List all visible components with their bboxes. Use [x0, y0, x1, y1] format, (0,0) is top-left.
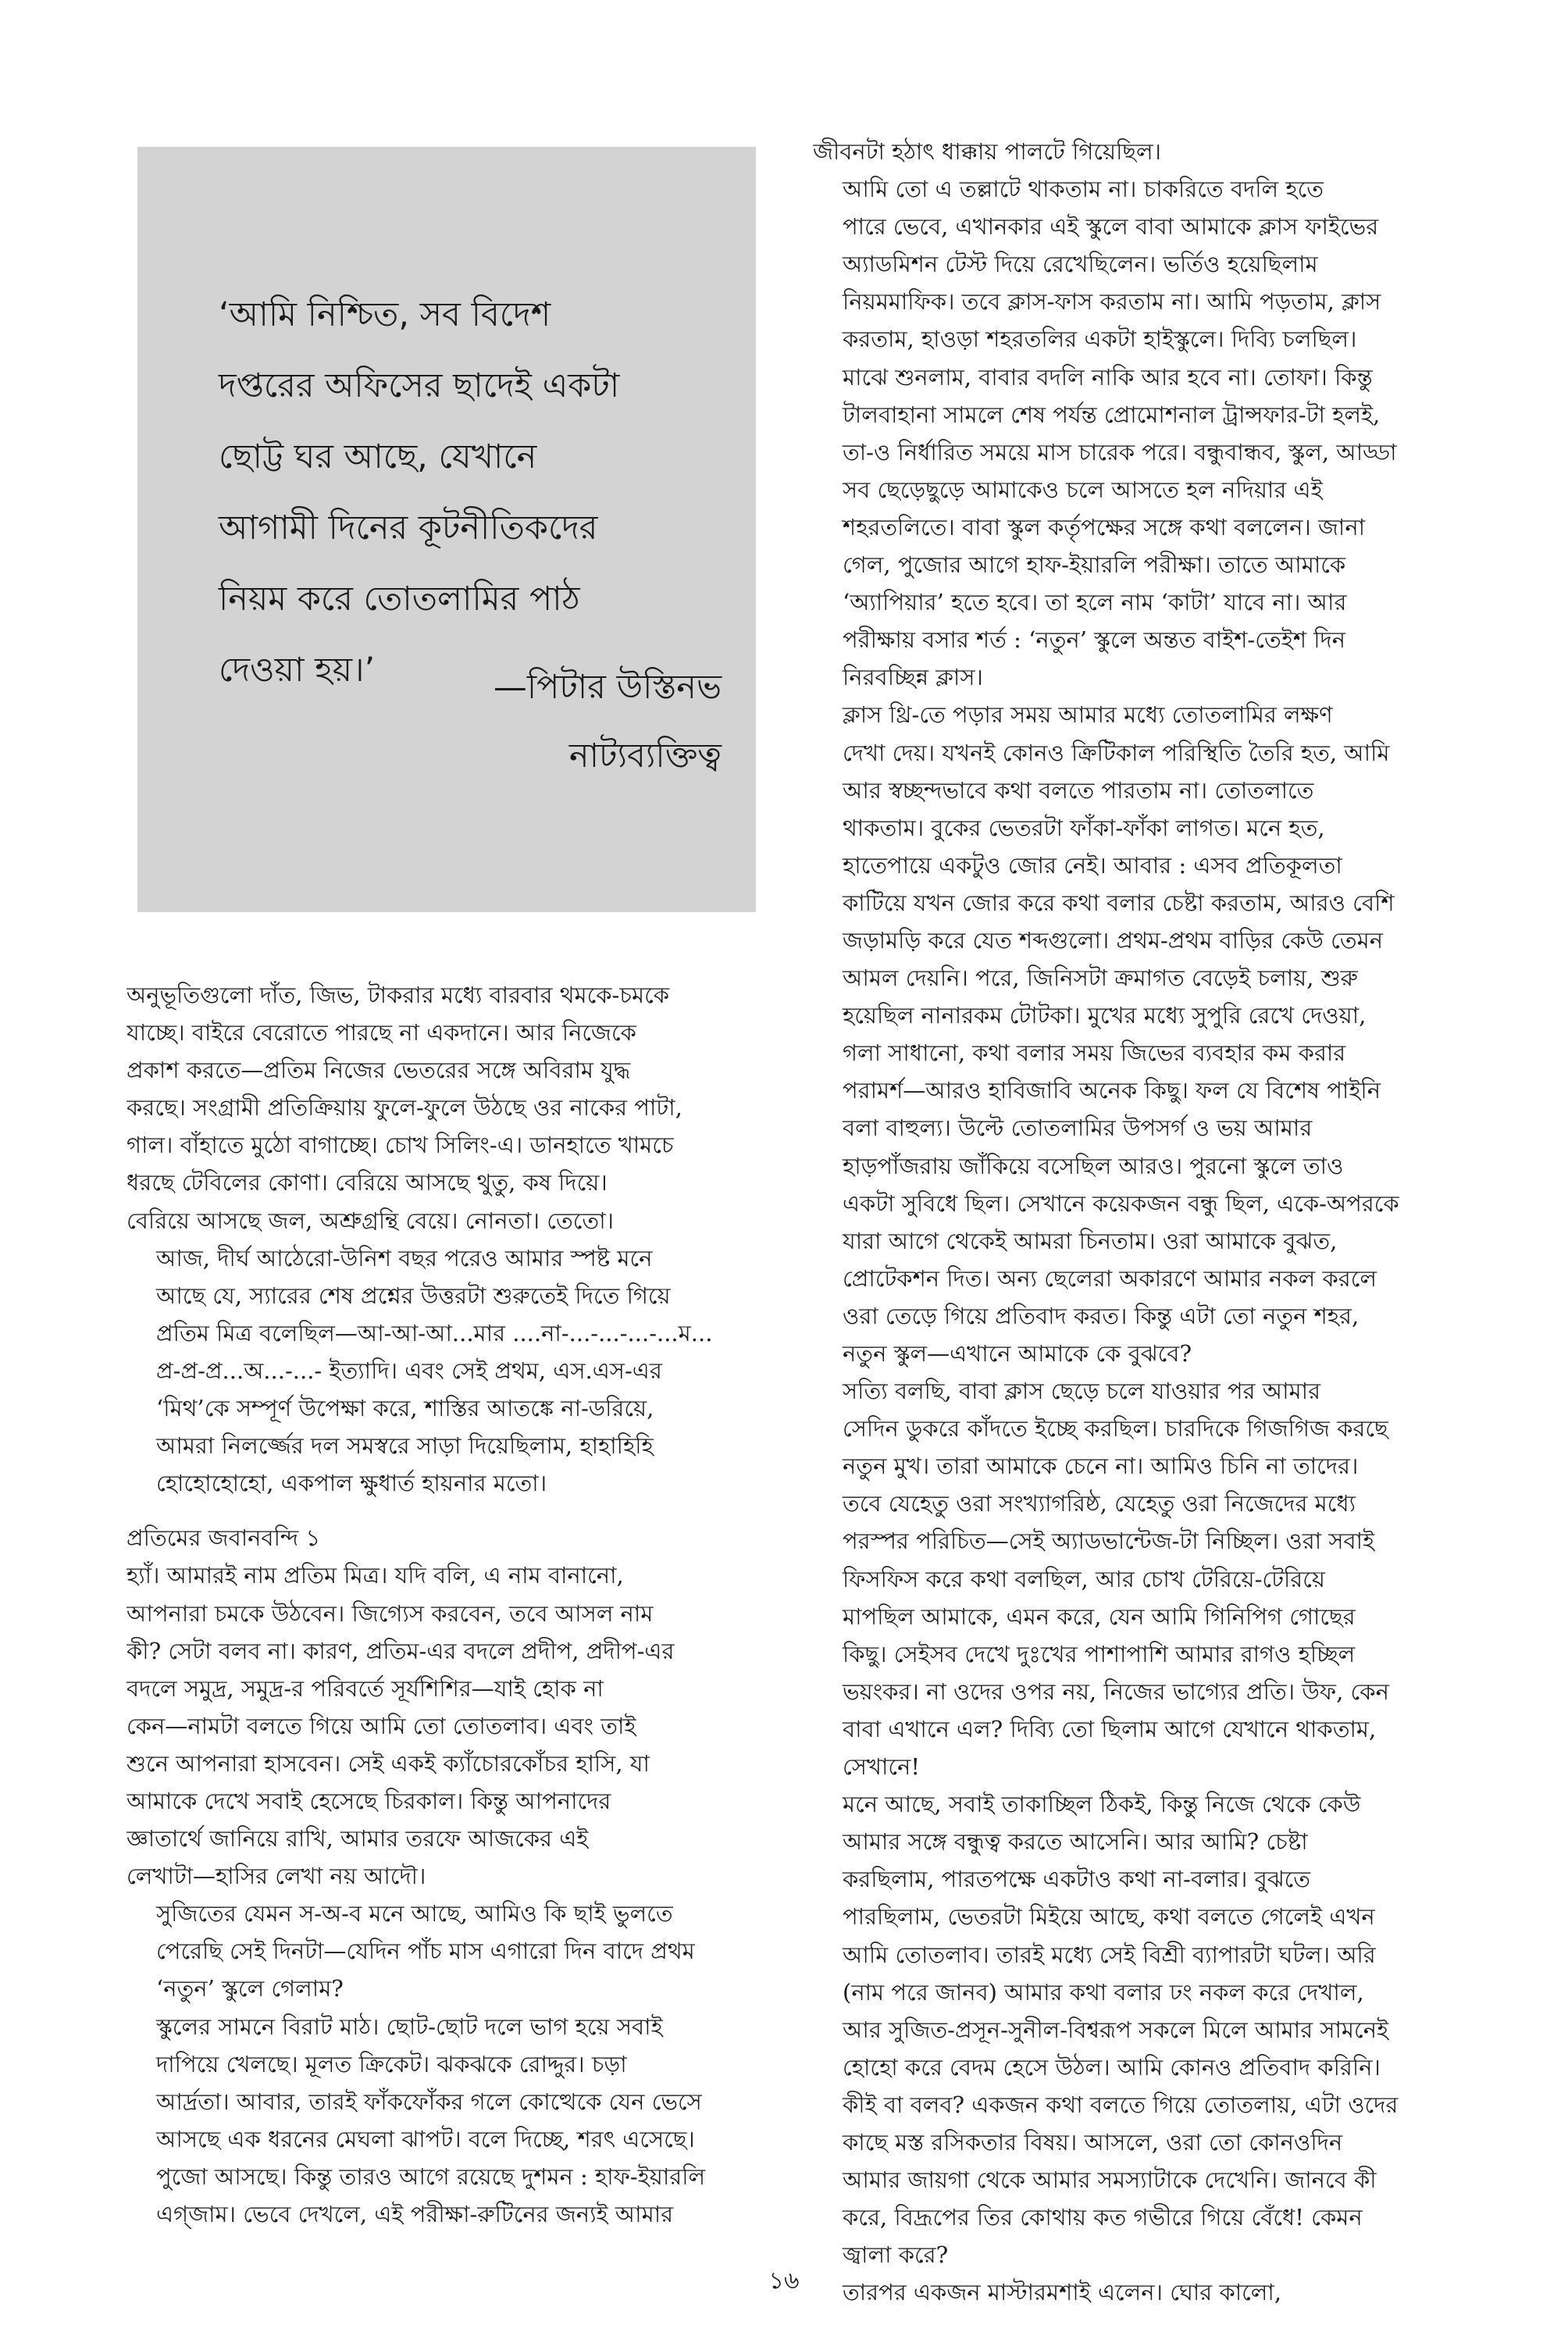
text-line: মনে আছে, সবাই তাকাচ্ছিল ঠিকই, কিন্তু নিজে থেকে কেউ — [843, 1791, 1361, 1818]
text-line: হোহোহোহো, একপাল ক্ষুধার্ত হায়নার মতো। — [156, 1470, 547, 1497]
text-line: পারছিলাম, ভেতরটা মিইয়ে আছে, কথা বলতে গেলেই এখন — [843, 1903, 1375, 1931]
text-line: কাটিয়ে যখন জোর করে কথা বলার চেষ্টা করতাম, আরও বেশি — [843, 889, 1395, 916]
text-line: মাঝে শুনলাম, বাবার বদলি নাকি আর হবে না। তোফা। কিন্তু — [843, 363, 1373, 390]
text-line: আমার সঙ্গে বন্ধুত্ব করতে আসেনি। আর আমি? চেষ্টা — [843, 1828, 1308, 1856]
paragraph — [813, 133, 1449, 170]
text-line: জ্বালা করে? — [843, 2241, 949, 2269]
text-line: শহরতলিতে। বাবা স্কুল কর্তৃপক্ষের সঙ্গে কথা বললেন। জানা — [843, 513, 1366, 540]
text-line: সেদিন ডুকরে কাঁদতে ইচ্ছে করছিল। চারদিকে গিজগিজ করছে — [843, 1415, 1388, 1442]
text-line: সব ছেড়েছুড়ে আমাকেও চলে আসতে হল নদিয়ার এই — [843, 476, 1323, 503]
text-line: পরামর্শ—আরও হাবিজাবি অনেক কিছু। ফল যে বিশেষ পাইনি — [843, 1077, 1381, 1104]
text-line: সুজিতের যেমন স-অ-ব মনে আছে, আমিও কি ছাই ভুলতে — [156, 1900, 673, 1927]
right-column — [813, 133, 1449, 2311]
text-line: ‘মিথ’কে সম্পূর্ণ উপেক্ষা করে, শাস্তির আতঙ্কে না-ডরিয়ে, — [156, 1395, 654, 1422]
text-line: করছে। সংগ্রামী প্রতিক্রিয়ায় ফুলে-ফুলে উঠছে ওর নাকের পাটা, — [127, 1094, 682, 1122]
text-line: বেরিয়ে আসছে জল, অশ্রুগ্রন্থি বেয়ে। নোনতা। তেতো। — [127, 1207, 614, 1234]
text-line: আর সুজিত-প্রসূন-সুনীল-বিশ্বরূপ সকলে মিলে আমার সামনেই — [843, 2016, 1389, 2043]
paragraph — [813, 1372, 1449, 1785]
text-line: তা-ও নির্ধারিত সময়ে মাস চারেক পরে। বন্ধুবান্ধব, স্কুল, আড্ডা — [843, 438, 1397, 465]
paragraph — [813, 170, 1449, 696]
text-line: আর্দ্রতা। আবার, তারই ফাঁকফোঁকর গলে কোত্থেকে যেন ভেসে — [156, 2088, 702, 2115]
quote-author-role: নাট্যব্যক্তিত্ব — [568, 736, 722, 776]
text-line: স্কুলের সামনে বিরাট মাঠ। ছোট-ছোট দলে ভাগ হয়ে সবাই — [156, 2013, 663, 2040]
paragraph — [127, 1557, 765, 1895]
text-line: কেন—নামটা বলতে গিয়ে আমি তো তোতলাব। এবং তাই — [127, 1712, 636, 1739]
text-line: এগ্‌জাম। ভেবে দেখলে, এই পরীক্ষা-রুটিনের জন্যই আমার — [156, 2201, 674, 2227]
text-line: (নাম পরে জানব) আমার কথা বলার ঢং নকল করে দেখাল, — [843, 1978, 1364, 2006]
text-line: আপনারা চমকে উঠবেন। জিগ্যেস করবেন, তবে আসল নাম — [127, 1599, 654, 1627]
pull-quote-line: ‘আমি নিশ্চিত, সব বিদেশ — [219, 295, 551, 334]
text-line: হোহো করে বেদম হেসে উঠল। আমি কোনও প্রতিবাদ করিনি। — [843, 2053, 1381, 2081]
text-line: আমরা নিলর্জ্জের দল সমস্বরে সাড়া দিয়েছিলাম, হাহাহিহি — [156, 1432, 654, 1460]
text-line: বাবা এখানে এল? দিব্যি তো ছিলাম আগে যেখানে থাকতাম, — [843, 1715, 1377, 1742]
paragraph — [127, 1895, 765, 2007]
text-line: কীই বা বলব? একজন কথা বলতে গিয়ে তোতলায়, এটা ওদের — [843, 2091, 1399, 2118]
text-line: ‘নতুন’ স্কুলে গেলাম? — [156, 1975, 344, 2002]
text-line: বদলে সমুদ্র, সমুদ্র-র পরিবর্তে সূর্যশিশির—যাই হোক না — [127, 1674, 604, 1702]
paragraph — [813, 696, 1449, 1372]
text-line: আমি তোতলাব। তারই মধ্যে সেই বিশ্রী ব্যাপারটা ঘটল। অরি — [843, 1941, 1376, 1968]
text-line: পুজো আসছে। কিন্তু তারও আগে রয়েছে দুশমন : হাফ-ইয়ারলি — [156, 2163, 706, 2190]
text-line: ধরছে টেবিলের কোণা। বেরিয়ে আসছে থুতু, কষ দিয়ে। — [127, 1169, 608, 1196]
text-line: কিছু। সেইসব দেখে দুঃখের পাশাপাশি আমার রাগও হচ্ছিল — [843, 1640, 1356, 1667]
text-line: প্রতিম মিত্র বলেছিল—আ-আ-আ...মার ....না-...-...-...-...ম... — [156, 1319, 713, 1346]
text-line: আমার জায়গা থেকে আমার সমস্যাটাকে দেখেনি। জানবে কী — [843, 2166, 1377, 2194]
text-line: নিয়মমাফিক। তবে ক্লাস-ফাস করতাম না। আমি পড়তাম, ক্লাস — [843, 288, 1381, 316]
text-line: গাল। বাঁহাতে মুঠো বাগাচ্ছে। চোখ সিলিং-এ। ডানহাতে খামচে — [127, 1132, 674, 1159]
text-line: হাতেপায়ে একটুও জোর নেই। আবার : এসব প্রতিকূলতা — [843, 851, 1342, 879]
text-line: মাপছিল আমাকে, এমন করে, যেন আমি গিনিপিগ গোছের — [843, 1603, 1356, 1630]
text-line: আমল দেয়নি। পরে, জিনিসটা ক্রমাগত বেড়েই চলায়, শুরু — [843, 965, 1358, 992]
pull-quote-box — [137, 147, 756, 912]
text-line: নতুন মুখ। তারা আমাকে চেনে না। আমিও চিনি না তাদের। — [843, 1453, 1359, 1480]
pull-quote-line: দপ্তরের অফিসের ছাদেই একটা — [219, 366, 620, 405]
text-line: আমি তো এ তল্লাটে থাকতাম না। চাকরিতে বদলি হতে — [843, 176, 1324, 203]
paragraph — [127, 2008, 765, 2234]
pull-quote-line: আগামী দিনের কূটনীতিকদের — [219, 508, 598, 547]
text-line: টালবাহানা সামলে শেষ পর্যন্ত প্রোমোশনাল ট্রান্সফার-টা হলই, — [843, 401, 1381, 428]
text-line: আসছে এক ধরনের মেঘলা ঝাপট। বলে দিচ্ছে, শরৎ এসেছে। — [156, 2125, 695, 2152]
text-line: ক্লাস থ্রি-তে পড়ার সময় আমার মধ্যে তোতলামির লক্ষণ — [843, 701, 1333, 729]
text-line: শুনে আপনারা হাসবেন। সেই একই ক্যাঁচোরকোঁচর হাসি, যা — [127, 1749, 650, 1777]
text-line: যাচ্ছে। বাইরে বেরোতে পারছে না একদানে। আর নিজেকে — [127, 1019, 636, 1047]
pull-quote-line: ছোট্ট ঘর আছে, যেখানে — [219, 437, 537, 476]
paragraph — [813, 1785, 1449, 2273]
text-line: লেখাটা—হাসির লেখা নয় আদৌ। — [127, 1863, 426, 1890]
text-line: ওরা তেড়ে গিয়ে প্রতিবাদ করত। কিন্তু এটা তো নতুন শহর, — [843, 1302, 1360, 1329]
paragraph — [127, 1239, 765, 1503]
text-line: আজ, দীর্ঘ আঠেরো-উনিশ বছর পরেও আমার স্পষ্ট মনে — [156, 1244, 653, 1271]
text-line: করছিলাম, পারতপক্ষে একটাও কথা না-বলার। বুঝতে — [843, 1866, 1311, 1893]
text-line: ফিসফিস করে কথা বলছিল, আর চোখ টেরিয়ে-টেরিয়ে — [843, 1565, 1325, 1592]
text-line: প্র-প্র-প্র...অ...-...- ইত্যাদি। এবং সেই প্রথম, এস.এস-এর — [156, 1357, 662, 1384]
section-title: প্রতিমের জবানবন্দি ১ — [127, 1524, 321, 1552]
text-line: কী? সেটা বলব না। কারণ, প্রতিম-এর বদলে প্রদীপ, প্রদীপ-এর — [127, 1637, 675, 1664]
text-line: আমাকে দেখে সবাই হেসেছে চিরকাল। কিন্তু আপনাদের — [127, 1787, 611, 1814]
page-number: ১৬ — [768, 2267, 800, 2295]
text-line: থাকতাম। বুকের ভেতরটা ফাঁকা-ফাঁকা লাগত। মনে হত, — [843, 814, 1325, 841]
left-column — [127, 976, 765, 2233]
text-line: একটা সুবিধে ছিল। সেখানে কয়েকজন বন্ধু ছিল, একে-অপরকে — [843, 1189, 1399, 1217]
text-line: পরস্পর পরিচিত—সেই অ্যাডভান্টেজ-টা নিচ্ছিল। ওরা সবাই — [843, 1528, 1375, 1555]
text-line: সেখানে! — [843, 1753, 920, 1781]
text-line: পরীক্ষায় বসার শর্ত : ‘নতুন’ স্কুলে অন্তত বাইশ-তেইশ দিন — [843, 626, 1346, 654]
text-line: জড়ামড়ি করে যেত শব্দগুলো। প্রথম-প্রথম বাড়ির কেউ তেমন — [843, 926, 1384, 954]
pull-quote-line: দেওয়া হয়।’ — [219, 651, 376, 690]
paragraph — [127, 976, 765, 1239]
text-line: বলা বাহুল্য। উল্টে তোতলামির উপসর্গ ও ভয় আমার — [843, 1114, 1313, 1142]
quote-author: —পিটার উস্তিনভ — [493, 668, 722, 707]
text-line: ভয়ংকর। না ওদের ওপর নয়, নিজের ভাগ্যের প্রতি। উফ, কেন — [843, 1678, 1389, 1705]
text-line: প্রোটেকশন দিত। অন্য ছেলেরা অকারণে আমার নকল করলে — [843, 1264, 1377, 1292]
text-line: নতুন স্কুল—এখানে আমাকে কে বুঝবে? — [843, 1340, 1192, 1367]
text-line: জীবনটা হঠাৎ ধাক্কায় পালটে গিয়েছিল। — [813, 138, 1161, 165]
text-line: প্রকাশ করতে—প্রতিম নিজের ভেতরের সঙ্গে অবিরাম যুদ্ধ — [127, 1057, 631, 1084]
text-line: হয়েছিল নানারকম টোটকা। মুখের মধ্যে সুপুরি রেখে দেওয়া, — [843, 1002, 1367, 1029]
text-line: পেরেছি সেই দিনটা—যেদিন পাঁচ মাস এগারো দিন বাদে প্রথম — [156, 1938, 695, 1965]
text-line: জ্ঞাতার্থে জানিয়ে রাখি, আমার তরফে আজকের এই — [127, 1825, 589, 1853]
text-line: নিরবচ্ছিন্ন ক্লাস। — [843, 664, 983, 691]
text-line: করে, বিদ্রূপের তির কোথায় কত গভীরে গিয়ে বেঁধে! কেমন — [843, 2204, 1363, 2231]
text-line: সত্যি বলছি, বাবা ক্লাস ছেড়ে চলে যাওয়ার পর আমার — [843, 1378, 1321, 1405]
text-line: ‘অ্যাপিয়ার’ হতে হবে। তা হলে নাম ‘কাটা’ যাবে না। আর — [843, 589, 1347, 616]
text-line: দাপিয়ে খেলছে। মূলত ক্রিকেট। ঝকঝকে রোদ্দুর। চড়া — [156, 2050, 627, 2077]
text-line: অ্যাডমিশন টেস্ট দিয়ে রেখেছিলেন। ভর্তিও হয়েছিলাম — [843, 251, 1318, 278]
text-line: তারপর একজন মাস্টারমশাই এলেন। ঘোর কালো, — [843, 2279, 1282, 2306]
text-line: আছে যে, স্যারের শেষ প্রশ্নের উত্তরটা শুরুতেই দিতে গিয়ে — [156, 1282, 671, 1309]
pull-quote-line: নিয়ম করে তোতলামির পাঠ — [219, 579, 580, 619]
text-line: গলা সাধানো, কথা বলার সময় জিভের ব্যবহার কম করার — [843, 1039, 1346, 1067]
text-line: গেল, পুজোর আগে হাফ-ইয়ারলি পরীক্ষা। তাতে আমাকে — [843, 551, 1346, 579]
text-line: আর স্বচ্ছন্দভাবে কথা বলতে পারতাম না। তোতলাতে — [843, 776, 1314, 804]
text-line: কাছে মস্ত রসিকতার বিষয়। আসলে, ওরা তো কোনওদিন — [843, 2128, 1343, 2156]
text-line: অনুভূতিগুলো দাঁত, জিভ, টাকরার মধ্যে বারবার থমকে-চমকে — [127, 982, 670, 1008]
text-line: করতাম, হাওড়া শহরতলির একটা হাইস্কুলে। দিব্যি চলছিল। — [843, 326, 1357, 353]
text-line: পারে ভেবে, এখানকার এই স্কুলে বাবা আমাকে ক্লাস ফাইভের — [843, 213, 1379, 241]
pull-quote-text — [219, 280, 717, 706]
text-line: হাড়পাঁজরায় জাঁকিয়ে বসেছিল আরও। পুরনো স্কুলে তাও — [843, 1152, 1344, 1179]
text-line: যারা আগে থেকেই আমরা চিনতাম। ওরা আমাকে বুঝত, — [843, 1227, 1338, 1254]
text-line: হ্যাঁ। আমারই নাম প্রতিম মিত্র। যদি বলি, এ নাম বানানো, — [127, 1562, 624, 1589]
quote-attribution — [494, 653, 722, 790]
text-line: দেখা দেয়। যখনই কোনও ক্রিটিকাল পরিস্থিতি তৈরি হত, আমি — [843, 739, 1390, 766]
text-line: তবে যেহেতু ওরা সংখ্যাগরিষ্ঠ, যেহেতু ওরা নিজেদের মধ্যে — [843, 1490, 1356, 1517]
